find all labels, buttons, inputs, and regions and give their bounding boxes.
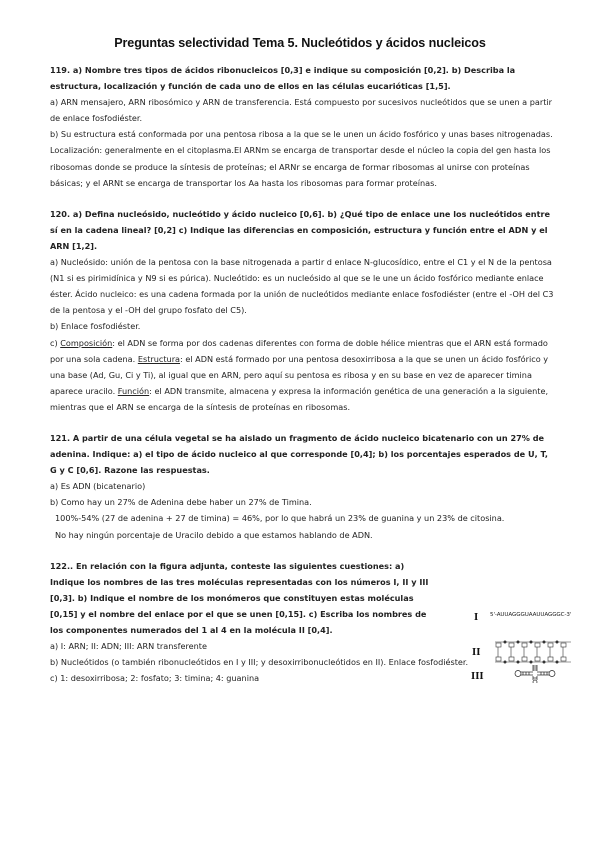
answer-121-b-uracil: No hay ningún porcentaje de Uracilo debido a que estamos hablando de ADN. bbox=[55, 529, 373, 540]
question-120: 120. a) Defina nucleósido, nucleótido y ácido nucleico [0,6]. b) ¿Qué tipo de enlace une los nucleótidos entre sí en la cadena lineal? [0,2] c) Indique las diferencias en composición, estructura y función entre el ADN y el ARN [1,2]. bbox=[50, 208, 550, 251]
answer-119-b: b) Su estructura está conformada por una pentosa ribosa a la que se le unen un ácido fosfórico y unas bases nitrogenadas. Localización: generalmente en el citoplasma.El ARNm se encarga de transportar desde el núcleo la copia del gen hasta los ribosomas donde se produce la síntesis de proteínas; el ARNr se encarga de formar ribosomas al unirse con proteínas básicas; y el ARNt se encarga de transportar los Aa hasta los ribosomas para formar proteínas. bbox=[50, 129, 553, 188]
figure-label-ii: II bbox=[472, 648, 481, 658]
answer-120-c-composicion: : el ADN se forma por dos cadenas diferentes con forma de doble hélice mientras que el ARN está formado por una sola cadena. bbox=[50, 337, 548, 364]
answer-120-c-estructura: : el ADN está formado por una pentosa desoxirribosa a la que se unen un ácido fosfórico y una base (Ad, Gu, Ci y Ti), al igual que en ARN, pero aquí su pentosa es ribosa y en su base en vez de aparecer timina aparece uracilo. bbox=[50, 353, 549, 396]
answer-122-a: a) I: ARN; II: ADN; III: ARN transferente bbox=[50, 641, 207, 652]
figure-label-i: I bbox=[474, 613, 479, 623]
answer-120-c-prefix: c) bbox=[50, 337, 61, 348]
trna-molecule-iii bbox=[515, 665, 555, 683]
question-119: 119. a) Nombre tres tipos de ácidos ribonucleicos [0,3] e indique su composición [0,2]. b) Describa la estructura, localización y función de cada uno de ellos en las células eucarióticas [1,5]. bbox=[50, 65, 516, 92]
answer-120-c bbox=[50, 335, 555, 415]
term-estructura: Estructura bbox=[137, 353, 181, 364]
answer-120-b: b) Enlace fosfodiéster. bbox=[50, 321, 141, 332]
nucleic-acid-figure bbox=[471, 613, 589, 683]
answer-120-c-funcion: : el ADN transmite, almacena y expresa la información genética de una generación a la siguiente, mientras que el ARN se encarga de la síntesis de proteínas en ribosomas. bbox=[50, 385, 549, 412]
dna-molecule-ii bbox=[495, 641, 571, 663]
document-body bbox=[50, 62, 555, 686]
term-funcion: Función bbox=[117, 385, 150, 396]
rna-sequence: 5'-AUUAGGGUAAUUAGGGC-3' bbox=[490, 612, 572, 618]
molecule-diagram bbox=[471, 613, 589, 683]
page-title: Preguntas selectividad Tema 5. Nucleótidos y ácidos nucleicos bbox=[114, 36, 486, 50]
answer-121-a: a) Es ADN (bicatenario) bbox=[50, 481, 146, 492]
answer-119-a: a) ARN mensajero, ARN ribosómico y ARN de transferencia. Está compuesto por sucesivos nucleótidos que se unen a partir de enlace fosfodiéster. bbox=[50, 97, 552, 124]
answer-121-b-calc: 100%-54% (27 de adenina + 27 de timina) = 46%, por lo que habrá un 23% de guanina y un 23% de citosina. bbox=[55, 513, 505, 524]
question-122: 122.. En relación con la figura adjunta, conteste las siguientes cuestiones: a) Indique los nombres de las tres moléculas representadas con los números I, II y III [0,3]. b) Indique el nombre de los monómeros que constituyen estas moléculas [0,15] y el nombre del enlace por el que se unen [0,15]. c) Escriba los nombres de los componentes numerados del 1 al 4 en la molécula II [0,4]. bbox=[50, 560, 429, 635]
term-composicion: Composición bbox=[60, 337, 113, 348]
answer-122-b: b) Nucleótidos (o también ribonucleótidos en I y III; y desoxirribonucleótidos en II). Enlace fosfodiéster. bbox=[50, 657, 469, 668]
answer-122-c: c) 1: desoxirribosa; 2: fosfato; 3: timina; 4: guanina bbox=[50, 673, 260, 684]
answer-121-b: b) Como hay un 27% de Adenina debe haber un 27% de Timina. bbox=[50, 497, 312, 508]
figure-label-iii: III bbox=[471, 672, 484, 682]
question-121: 121. A partir de una célula vegetal se ha aislado un fragmento de ácido nucleico bicatenario con un 27% de adenina. Indique: a) el tipo de ácido nucleico al que corresponde [0,4]; b) los porcentajes esperados de U, T, G y C [0,6]. Razone las respuestas. bbox=[50, 432, 548, 476]
answer-120-a: a) Nucleósido: unión de la pentosa con la base nitrogenada a partir d enlace N-glucosídico, entre el C1 y el N de la pentosa (N1 si es pirimidínica y N9 si es púrica). Nucleótido: es un nucleósido al que se le une un ácido fosfórico mediante enlace éster. Ácido nucleico: es una cadena formada por la unión de nucleótidos mediante enlace fosfodiéster (entre el -OH del C3 de la pentosa y el -OH del grupo fosfato del C5). bbox=[50, 257, 554, 316]
